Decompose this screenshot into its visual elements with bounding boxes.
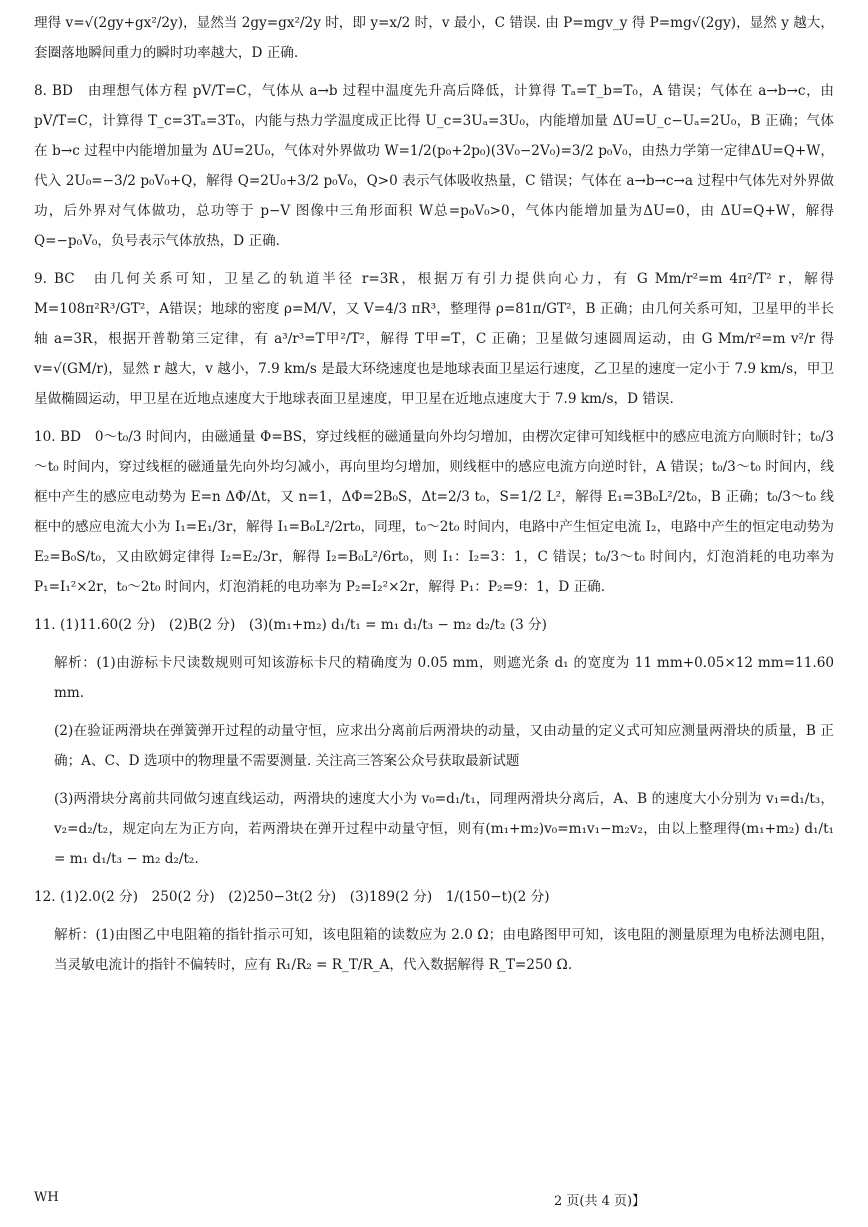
text-line: (1)11.60(2 分) (2)B(2 分) (3)(m₁+m₂) d₁/t₁ = m₁ d₁/t₃ − m₂ d₂/t₂ (3 分): [59, 617, 547, 633]
footer-code: WH: [34, 1190, 59, 1205]
text-line: 解析：(1)由图乙中电阻箱的指针指示可知，该电阻箱的读数应为 2.0 Ω；由电路图甲可知，该电阻的测量原理为电桥法: [54, 927, 779, 943]
text-line: d₁/t₃，v₂=d₂/t₂，规定向左为正方向，若两滑块在弹开过程中动量守恒，则有(m₁+m₂)v₀=m₁v₁−m₂v₂，由以上整理得(m₁: [54, 791, 834, 837]
text-line: 圈落地瞬间重力的瞬时功率越大，D 正确.: [47, 45, 299, 61]
answer-block-q12: [34, 882, 834, 912]
text-line: 错误；地球的密度 ρ=M/V，又 V=4/3 πR³，整理得 ρ=81π/GT²，B 正确；由几何关系可知，卫星甲的半长轴 a=3R，根据开普勒: [34, 301, 834, 347]
text-line: 由几何关系可知，卫星乙的轨道半径 r=3R，根据万有引力提供向心力，有 G Mm/r²=m 4π²/T² r，解得 M=108π²R³/GT²，A: [34, 271, 834, 317]
answer-block-q11: [34, 610, 834, 640]
question-number: 10.: [34, 429, 56, 445]
text-line: 在近地点速度大于地球表面卫星速度，甲卫星在近地点速度大于 7.9 km/s，D 错误.: [169, 391, 674, 407]
text-line: 体在 b→c 过程中内能增加量为 ΔU=2U₀，气体对外界做功 W=1/2(p₀+2p₀)(3V₀−2V₀)=3/2 p₀V₀，由热力学第一定律: [34, 113, 834, 159]
text-line: 程中气体先对外界做功，后外界对气体做功，总功等于 p−V 图像中三角形面积 W总=p₀V₀>0，气体内能增加量为: [34, 173, 834, 219]
text-line: 解析：(1)由游标卡尺读数规则可知该游标卡尺的精确度为 0.05 mm，则遮光条 d₁ 的宽度为 11 mm+0.05×12 mm=: [54, 655, 796, 671]
text-line: t₀/3～t₀ 时间内，线框中产生的感应电动势为 E=n ΔΦ/Δt，又 n=1，ΔΦ=2B₀S，Δt=2/3 t₀，S=1/2 L²，解得 E₁=3B₀L²/2t₀，B 正: [34, 459, 834, 505]
text-line: ΔU=Q+W，代入 2U₀=−3/2 p₀V₀+Q，解得 Q=2U₀+3/2 p₀V₀，Q>0 表示气体吸收热量，C 错误；气体在 a→b→c→a 过: [34, 143, 835, 189]
answer-block-q7-cont: [34, 8, 834, 68]
text-line: 由理想气体方程 pV/T=C，气体从 a→b 过程中温度先升高后降低，计算得 Tₐ=T_b=T₀，A 错误；气体在 a→b→c，由: [87, 83, 834, 99]
answer-choice: BC: [54, 271, 75, 287]
text-line: 测电阻，当灵敏电流计的指针不偏转时，应有 R₁/R₂ = R_T/R_A，代入数据解得 R_T=250 Ω.: [54, 927, 834, 973]
answer-block-q10: [34, 422, 834, 602]
page-number: 2 页(共 4 页)】: [554, 1194, 646, 1209]
text-line: (1)2.0(2 分) 250(2 分) (2)250−3t(2 分) (3)189(2 分) 1/(150−t)(2 分): [59, 889, 550, 905]
answer-choice: BD: [60, 429, 81, 445]
text-line: 消耗的电功率为 P₁=I₁²×2r，t₀～2t₀ 时间内，灯泡消耗的电功率为 P₂=I₂²×2r，解得 P₁：P₂=9：1，D 正确.: [34, 549, 835, 595]
text-line: 生的恒定电动势为 E₂=B₀S/t₀，又由欧姆定律得 I₂=E₂/3r，解得 I₂=B₀L²/6rt₀，则 I₁：I₂=3：1，C 错误；t₀/3～t₀ 时间内，灯泡: [34, 519, 835, 565]
answer-block-q11-a1: [34, 648, 834, 708]
text-line: 针；t₀/3～t₀ 时间内，穿过线框的磁通量先向外均匀减小，再向里均匀增加，则线框中的感应电流方向逆时针，A 错误；: [34, 429, 834, 475]
answer-block-q11-a3: [34, 784, 834, 874]
text-line: (3)两滑块分离前共同做匀速直线运动，两滑块的速度大小为 v₀=d₁/t₁，同理两滑块分离后，A、B 的速度大小分别为 v₁=: [54, 791, 791, 807]
text-line: +m₂) d₁/t₁ = m₁ d₁/t₃ − m₂ d₂/t₂.: [54, 821, 835, 867]
text-line: 的质量，B 正确；A、C、D 选项中的物理量不需要测量. 关注高三答案公众号获取最新试题: [54, 723, 834, 769]
text-line: 确；t₀/3～t₀ 线框中的感应电流大小为 I₁=E₁/3r，解得 I₁=B₀L²/2rt₀，同理，t₀～2t₀ 时间内，电路中产生恒定电流 I₂，电路中产: [34, 489, 835, 535]
question-number: 8.: [34, 83, 47, 99]
answer-block-q9: [34, 264, 834, 414]
answer-block-q8: [34, 76, 834, 256]
answer-choice: BD: [51, 83, 73, 99]
question-number: 12.: [34, 889, 56, 905]
text-line: (2)在验证两滑块在弹簧弹开过程的动量守恒，应求出分离前后两滑块的动量，又由动量的定义式可知应测量两滑块: [54, 723, 751, 739]
text-line: 0～t₀/3 时间内，由磁通量 Φ=BS，穿过线框的磁通量向外均匀增加，由楞次定律可知线框中的感应电流方向顺时: [94, 429, 783, 445]
text-line: 7.9 km/s 是最大环绕速度也是地球表面卫星运行速度，乙卫星的速度一定小于 7.9 km/s，甲卫星做椭圆运动，甲卫星: [34, 361, 834, 407]
question-number: 11.: [34, 617, 56, 633]
answer-content: [34, 8, 834, 980]
text-line: 11.60 mm.: [54, 655, 834, 701]
answer-block-q12-a1: [34, 920, 834, 980]
answer-block-q11-a2: [34, 716, 834, 776]
text-line: 第三定律，有 a³/r³=T甲²/T²，解得 T甲=T，C 正确；卫星做匀速圆周运动，由 G Mm/r²=m v²/r 得 v=√(GM/r)，显然 r 越大，v 越小，: [34, 331, 834, 377]
text-line: ΔU=0，由 ΔU=Q+W，解得 Q=−p₀V₀，负号表示气体放热，D 正确.: [34, 203, 834, 249]
text-line: pV/T=C，计算得 T_c=3Tₐ=3T₀，内能与热力学温度成正比得 U_c=3Uₐ=3U₀，内能增加量 ΔU=U_c−Uₐ=2U₀，B 正确；气: [34, 113, 821, 129]
question-number: 9.: [34, 271, 47, 287]
text-line: 理得 v=√(2gy+gx²/2y)，显然当 2gy=gx²/2y 时，即 y=x/2 时，v 最小，C 错误. 由 P=mgv_y 得 P=mg√(2gy)，显然 y 越大，套: [34, 15, 835, 61]
